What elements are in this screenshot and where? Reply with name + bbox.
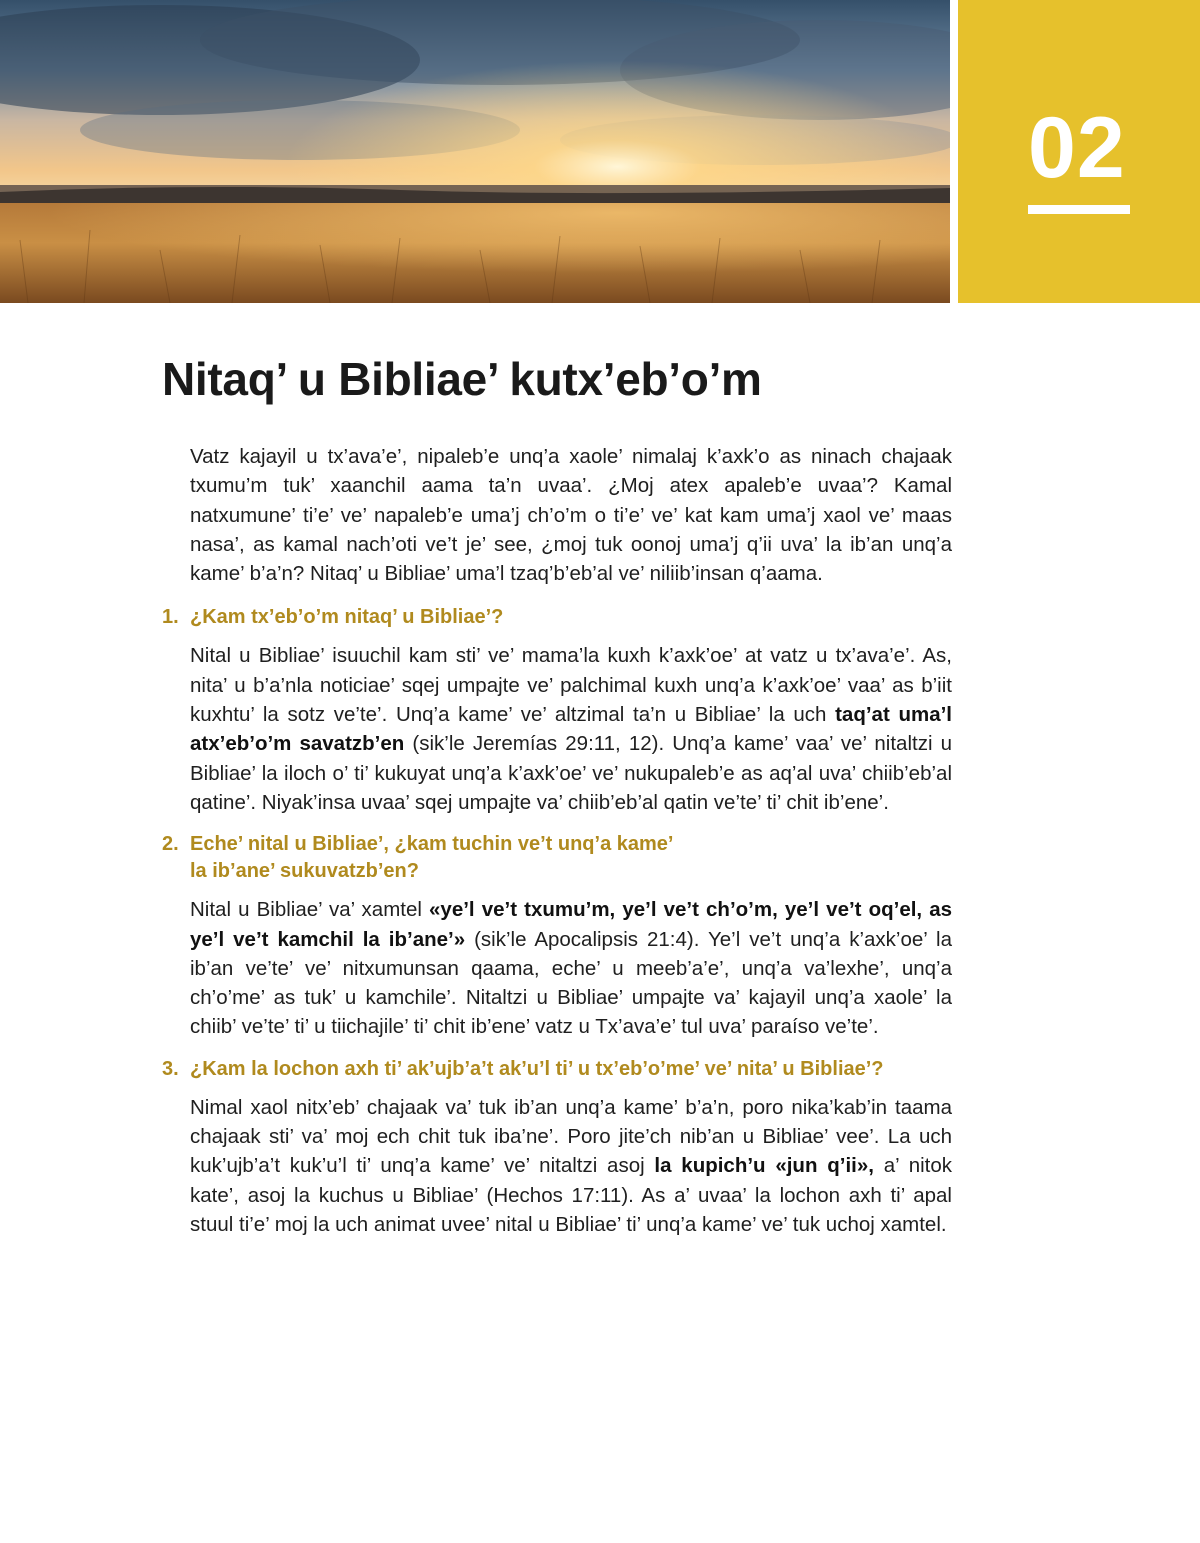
lesson-number-badge xyxy=(958,0,1200,303)
answer-3: Nimal xaol nitx’eb’ chajaak va’ tuk ib’an unq’a kame’ b’a’n, poro nika’kab’in taama chajaak sti’ va’ moj ech chit tuk iba’ne’. Poro jite’ch nib’an u Bibliae’ vee’. La uch kuk’ujb’a’t kuk’u’l ti’ unq’a kame’ ve’ nitaltzi asoj la kupich’u «jun q’ii», a’ nitok kate’, asoj la kuchus u Bibliae’ (Hechos 17:11). As a’ uvaa’ la lochon axh ti’ apal stuul ti’e’ moj la uch animat uvee’ nital u Bibliae’ ti’ unq’a kame’ ve’ tuk uchoj xamtel. xyxy=(190,1095,953,1236)
badge-underline xyxy=(1028,205,1130,214)
question-number: 3. xyxy=(162,1057,179,1080)
question-3 xyxy=(162,1056,952,1083)
wheat-field-image xyxy=(0,0,950,303)
question-2 xyxy=(162,831,952,885)
answer-1: Nital u Bibliae’ isuuchil kam sti’ ve’ mama’la kuxh k’axk’oe’ at vatz u tx’ava’e’. As, nita’ u b’a’nla noticiae’ sqej umpajte ve’ palchimal kuxh unq’a k’axk’oe’ vaa’ as b’iit kuxhtu’ la sotz ve’te’. Unq’a kame’ ve’ altzimal ta’n u Bibliae’ la uch taq’at uma’l atx’eb’o’m savatzb’en (sik’le Jeremías 29:11, 12). Unq’a kame’ vaa’ ve’ nitaltzi u Bibliae’ la iloch o’ ti’ kukuyat unq’a k’axk’oe’ ve’ nukupaleb’e as aq’al uva’ chiib’eb’al qatine’. Niyak’insa uvaa’ sqej umpajte va’ chiib’eb’al qatin ve’te’ ti’ chit ib’ene’. xyxy=(190,644,952,814)
answer-2: Nital u Bibliae’ va’ xamtel «ye’l ve’t txumu’m, ye’l ve’t ch’o’m, ye’l ve’t oq’el, as ye’l ve’t kamchil la ib’ane’» (sik’le Apocalipsis 21:4). Ye’l ve’t unq’a k’axk’oe’ la ib’an ve’te’ ve’ nitxumunsan qaama, eche’ u meeb’a’e’, unq’a va’lexhe’, unq’a ch’o’me’ as tuk’ u kamchile’. Nitaltzi u Bibliae’ umpajte va’ kajayil unq’a xaole’ la chiib’ ve’te’ ti’ u tiichajile’ ti’ chit ib’ene’ vatz u Tx’ava’e’ tul uva’ paraíso ve’te’. xyxy=(190,898,953,1039)
question-text: Eche’ nital u Bibliae’, ¿kam tuchin ve’t unq’a kame’ la ib’ane’ sukuvatzb’en? xyxy=(190,833,674,883)
question-number: 2. xyxy=(162,833,179,856)
page-title: Nitaq’ u Bibliae’ kutx’eb’o’m xyxy=(162,353,762,405)
question-1 xyxy=(162,604,952,631)
question-text: ¿Kam la lochon axh ti’ ak’ujb’a’t ak’u’l ti’ u tx’eb’o’me’ ve’ nita’ u Bibliae’? xyxy=(190,1057,884,1080)
intro-paragraph: Vatz kajayil u tx’ava’e’, nipaleb’e unq’a xaole’ nimalaj k’axk’o as ninach chajaak txumu’m tuk’ xaanchil aama ta’n uvaa’. ¿Moj atex apaleb’e uvaa’? Kamal natxumune’ ti’e’ ve’ napaleb’e uma’j ch’o’m o ti’e’ ve’ kat kam uma’j xaol ve’ maas nasa’, as kamal nach’oti ve’t je’ see, ¿moj tuk oonoj uma’j q’ii uva’ la ib’an unq’a kame’ b’a’n? Nitaq’ u Bibliae’ uma’l tzaq’b’eb’al ve’ niliib’insan q’aama. xyxy=(190,445,952,586)
lesson-content xyxy=(162,442,952,1245)
emphasis: taq’at uma’l atx’eb’o’m savatzb’en xyxy=(190,703,952,756)
question-text: ¿Kam tx’eb’o’m nitaq’ u Bibliae’? xyxy=(190,606,504,629)
question-number: 1. xyxy=(162,606,179,629)
emphasis: «ye’l ve’t txumu’m, ye’l ve’t ch’o’m, ye’l ve’t oq’el, as ye’l ve’t kamchil la ib’ane’» xyxy=(190,898,953,951)
header-photo-wheat-field-sunset xyxy=(0,0,950,303)
lesson-number: 02 xyxy=(1028,100,1126,196)
emphasis: la kupich’u «jun q’ii», xyxy=(654,1154,874,1178)
